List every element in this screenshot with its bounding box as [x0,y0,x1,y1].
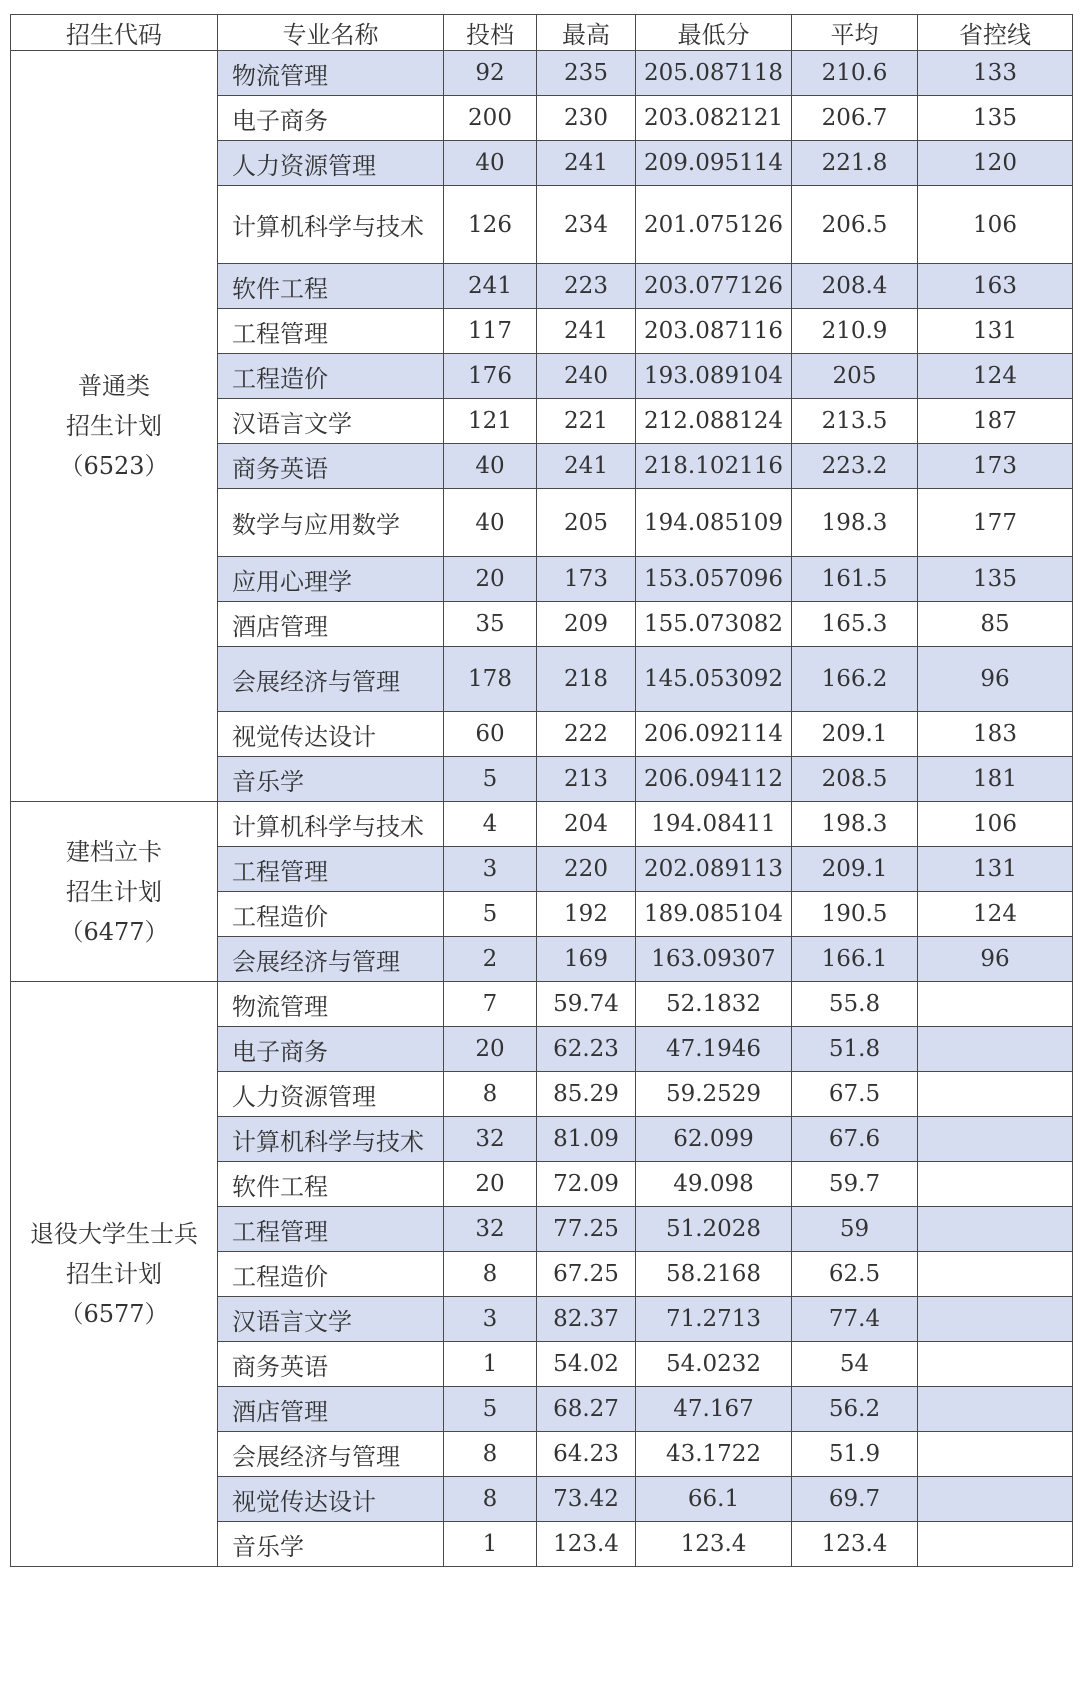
toudang-cell: 200 [444,96,537,141]
group-label-line: 招生计划 [66,1260,162,1288]
control-line-cell: 124 [918,892,1073,937]
max-score-cell: 82.37 [537,1297,636,1342]
control-line-cell: 133 [918,51,1073,96]
min-score-cell: 49.098 [636,1162,792,1207]
toudang-cell: 8 [444,1477,537,1522]
max-score-cell: 220 [537,847,636,892]
toudang-cell: 5 [444,757,537,802]
max-score-cell: 77.25 [537,1207,636,1252]
major-cell: 会展经济与管理 [218,1432,444,1477]
major-cell: 酒店管理 [218,602,444,647]
average-cell: 51.8 [792,1027,918,1072]
admission-score-table [10,14,1073,1567]
major-cell: 音乐学 [218,757,444,802]
average-cell: 206.7 [792,96,918,141]
average-cell: 166.2 [792,647,918,712]
max-score-cell: 68.27 [537,1387,636,1432]
average-cell: 210.9 [792,309,918,354]
max-score-cell: 73.42 [537,1477,636,1522]
major-cell: 计算机科学与技术 [218,1117,444,1162]
major-cell: 酒店管理 [218,1387,444,1432]
control-line-cell: 131 [918,309,1073,354]
max-score-cell: 241 [537,309,636,354]
max-score-cell: 123.4 [537,1522,636,1567]
control-line-cell: 177 [918,489,1073,557]
average-cell: 51.9 [792,1432,918,1477]
group-label-line: （6523） [59,452,169,480]
group-label-line: 退役大学生士兵 [30,1220,198,1248]
toudang-cell: 92 [444,51,537,96]
control-line-cell: 106 [918,186,1073,264]
average-cell: 221.8 [792,141,918,186]
major-cell: 计算机科学与技术 [218,186,444,264]
max-score-cell: 81.09 [537,1117,636,1162]
header-major-name: 专业名称 [218,15,444,51]
min-score-cell: 218.102116 [636,444,792,489]
toudang-cell: 1 [444,1522,537,1567]
toudang-cell: 32 [444,1117,537,1162]
control-line-cell [918,1297,1073,1342]
toudang-cell: 121 [444,399,537,444]
control-line-cell: 181 [918,757,1073,802]
max-score-cell: 240 [537,354,636,399]
major-cell: 音乐学 [218,1522,444,1567]
max-score-cell: 204 [537,802,636,847]
major-cell: 工程造价 [218,354,444,399]
average-cell: 223.2 [792,444,918,489]
table-row [11,51,1073,96]
max-score-cell: 169 [537,937,636,982]
toudang-cell: 5 [444,892,537,937]
max-score-cell: 218 [537,647,636,712]
max-score-cell: 235 [537,51,636,96]
toudang-cell: 8 [444,1072,537,1117]
average-cell: 166.1 [792,937,918,982]
min-score-cell: 153.057096 [636,557,792,602]
toudang-cell: 4 [444,802,537,847]
group-label-line: （6577） [59,1300,169,1328]
min-score-cell: 194.08411 [636,802,792,847]
control-line-cell: 85 [918,602,1073,647]
toudang-cell: 60 [444,712,537,757]
control-line-cell [918,1522,1073,1567]
group-label-line: 普通类 [78,372,150,400]
toudang-cell: 7 [444,982,537,1027]
control-line-cell: 96 [918,937,1073,982]
control-line-cell [918,1432,1073,1477]
group-label-line: 招生计划 [66,877,162,906]
average-cell: 205 [792,354,918,399]
min-score-cell: 71.2713 [636,1297,792,1342]
average-cell: 206.5 [792,186,918,264]
group-label-line: 建档立卡 [66,837,162,866]
min-score-cell: 58.2168 [636,1252,792,1297]
average-cell: 161.5 [792,557,918,602]
max-score-cell: 173 [537,557,636,602]
toudang-cell: 8 [444,1432,537,1477]
control-line-cell [918,1207,1073,1252]
max-score-cell: 59.74 [537,982,636,1027]
toudang-cell: 20 [444,1027,537,1072]
min-score-cell: 51.2028 [636,1207,792,1252]
group-label-line: （6477） [59,917,169,946]
major-cell: 物流管理 [218,982,444,1027]
major-cell: 应用心理学 [218,557,444,602]
min-score-cell: 163.09307 [636,937,792,982]
average-cell: 213.5 [792,399,918,444]
group-label-veteran [11,982,218,1567]
toudang-cell: 20 [444,557,537,602]
min-score-cell: 203.077126 [636,264,792,309]
control-line-cell: 183 [918,712,1073,757]
min-score-cell: 52.1832 [636,982,792,1027]
min-score-cell: 155.073082 [636,602,792,647]
max-score-cell: 205 [537,489,636,557]
control-line-cell: 135 [918,96,1073,141]
toudang-cell: 3 [444,847,537,892]
major-cell: 计算机科学与技术 [218,802,444,847]
major-cell: 视觉传达设计 [218,712,444,757]
max-score-cell: 85.29 [537,1072,636,1117]
header-toudang: 投档 [444,15,537,51]
control-line-cell: 173 [918,444,1073,489]
major-cell: 人力资源管理 [218,1072,444,1117]
average-cell: 54 [792,1342,918,1387]
max-score-cell: 192 [537,892,636,937]
major-cell: 人力资源管理 [218,141,444,186]
control-line-cell: 131 [918,847,1073,892]
average-cell: 198.3 [792,489,918,557]
control-line-cell [918,1477,1073,1522]
table-row [11,802,1073,847]
min-score-cell: 206.092114 [636,712,792,757]
min-score-cell: 189.085104 [636,892,792,937]
control-line-cell: 187 [918,399,1073,444]
min-score-cell: 47.167 [636,1387,792,1432]
max-score-cell: 223 [537,264,636,309]
min-score-cell: 194.085109 [636,489,792,557]
max-score-cell: 67.25 [537,1252,636,1297]
control-line-cell [918,1387,1073,1432]
header-max-score: 最高 [537,15,636,51]
min-score-cell: 201.075126 [636,186,792,264]
control-line-cell [918,1162,1073,1207]
min-score-cell: 43.1722 [636,1432,792,1477]
average-cell: 198.3 [792,802,918,847]
average-cell: 59.7 [792,1162,918,1207]
control-line-cell: 163 [918,264,1073,309]
min-score-cell: 212.088124 [636,399,792,444]
average-cell: 62.5 [792,1252,918,1297]
major-cell: 会展经济与管理 [218,647,444,712]
major-cell: 工程管理 [218,847,444,892]
min-score-cell: 203.087116 [636,309,792,354]
max-score-cell: 209 [537,602,636,647]
average-cell: 123.4 [792,1522,918,1567]
toudang-cell: 241 [444,264,537,309]
max-score-cell: 222 [537,712,636,757]
toudang-cell: 178 [444,647,537,712]
average-cell: 165.3 [792,602,918,647]
max-score-cell: 230 [537,96,636,141]
average-cell: 208.5 [792,757,918,802]
major-cell: 视觉传达设计 [218,1477,444,1522]
toudang-cell: 5 [444,1387,537,1432]
control-line-cell: 96 [918,647,1073,712]
control-line-cell: 120 [918,141,1073,186]
header-average: 平均 [792,15,918,51]
average-cell: 69.7 [792,1477,918,1522]
average-cell: 209.1 [792,847,918,892]
major-cell: 工程造价 [218,892,444,937]
header-admission-code: 招生代码 [11,15,218,51]
average-cell: 56.2 [792,1387,918,1432]
control-line-cell [918,1027,1073,1072]
min-score-cell: 62.099 [636,1117,792,1162]
min-score-cell: 202.089113 [636,847,792,892]
min-score-cell: 145.053092 [636,647,792,712]
min-score-cell: 206.094112 [636,757,792,802]
major-cell: 工程造价 [218,1252,444,1297]
toudang-cell: 3 [444,1297,537,1342]
toudang-cell: 176 [444,354,537,399]
max-score-cell: 72.09 [537,1162,636,1207]
max-score-cell: 221 [537,399,636,444]
max-score-cell: 62.23 [537,1027,636,1072]
min-score-cell: 47.1946 [636,1027,792,1072]
major-cell: 商务英语 [218,444,444,489]
major-cell: 工程管理 [218,1207,444,1252]
header-min-score: 最低分 [636,15,792,51]
min-score-cell: 205.087118 [636,51,792,96]
average-cell: 208.4 [792,264,918,309]
toudang-cell: 32 [444,1207,537,1252]
average-cell: 59 [792,1207,918,1252]
min-score-cell: 59.2529 [636,1072,792,1117]
toudang-cell: 1 [444,1342,537,1387]
group-label-poverty-registered [11,802,218,982]
header-row [11,15,1073,51]
toudang-cell: 35 [444,602,537,647]
control-line-cell [918,1252,1073,1297]
toudang-cell: 40 [444,444,537,489]
major-cell: 软件工程 [218,264,444,309]
min-score-cell: 54.0232 [636,1342,792,1387]
major-cell: 工程管理 [218,309,444,354]
min-score-cell: 209.095114 [636,141,792,186]
major-cell: 商务英语 [218,1342,444,1387]
min-score-cell: 203.082121 [636,96,792,141]
header-control-line: 省控线 [918,15,1073,51]
control-line-cell: 135 [918,557,1073,602]
toudang-cell: 126 [444,186,537,264]
control-line-cell [918,1342,1073,1387]
max-score-cell: 241 [537,444,636,489]
min-score-cell: 66.1 [636,1477,792,1522]
control-line-cell: 124 [918,354,1073,399]
min-score-cell: 123.4 [636,1522,792,1567]
major-cell: 软件工程 [218,1162,444,1207]
group-label-line: 招生计划 [66,412,162,440]
max-score-cell: 234 [537,186,636,264]
average-cell: 209.1 [792,712,918,757]
toudang-cell: 20 [444,1162,537,1207]
control-line-cell: 106 [918,802,1073,847]
toudang-cell: 40 [444,141,537,186]
control-line-cell [918,1117,1073,1162]
major-cell: 汉语言文学 [218,399,444,444]
average-cell: 67.6 [792,1117,918,1162]
average-cell: 77.4 [792,1297,918,1342]
major-cell: 数学与应用数学 [218,489,444,557]
max-score-cell: 213 [537,757,636,802]
toudang-cell: 8 [444,1252,537,1297]
major-cell: 电子商务 [218,1027,444,1072]
control-line-cell [918,982,1073,1027]
average-cell: 55.8 [792,982,918,1027]
average-cell: 67.5 [792,1072,918,1117]
average-cell: 210.6 [792,51,918,96]
toudang-cell: 40 [444,489,537,557]
toudang-cell: 2 [444,937,537,982]
group-label-regular [11,51,218,802]
table-row [11,982,1073,1027]
min-score-cell: 193.089104 [636,354,792,399]
major-cell: 会展经济与管理 [218,937,444,982]
control-line-cell [918,1072,1073,1117]
average-cell: 190.5 [792,892,918,937]
max-score-cell: 241 [537,141,636,186]
max-score-cell: 54.02 [537,1342,636,1387]
major-cell: 电子商务 [218,96,444,141]
major-cell: 物流管理 [218,51,444,96]
max-score-cell: 64.23 [537,1432,636,1477]
major-cell: 汉语言文学 [218,1297,444,1342]
toudang-cell: 117 [444,309,537,354]
